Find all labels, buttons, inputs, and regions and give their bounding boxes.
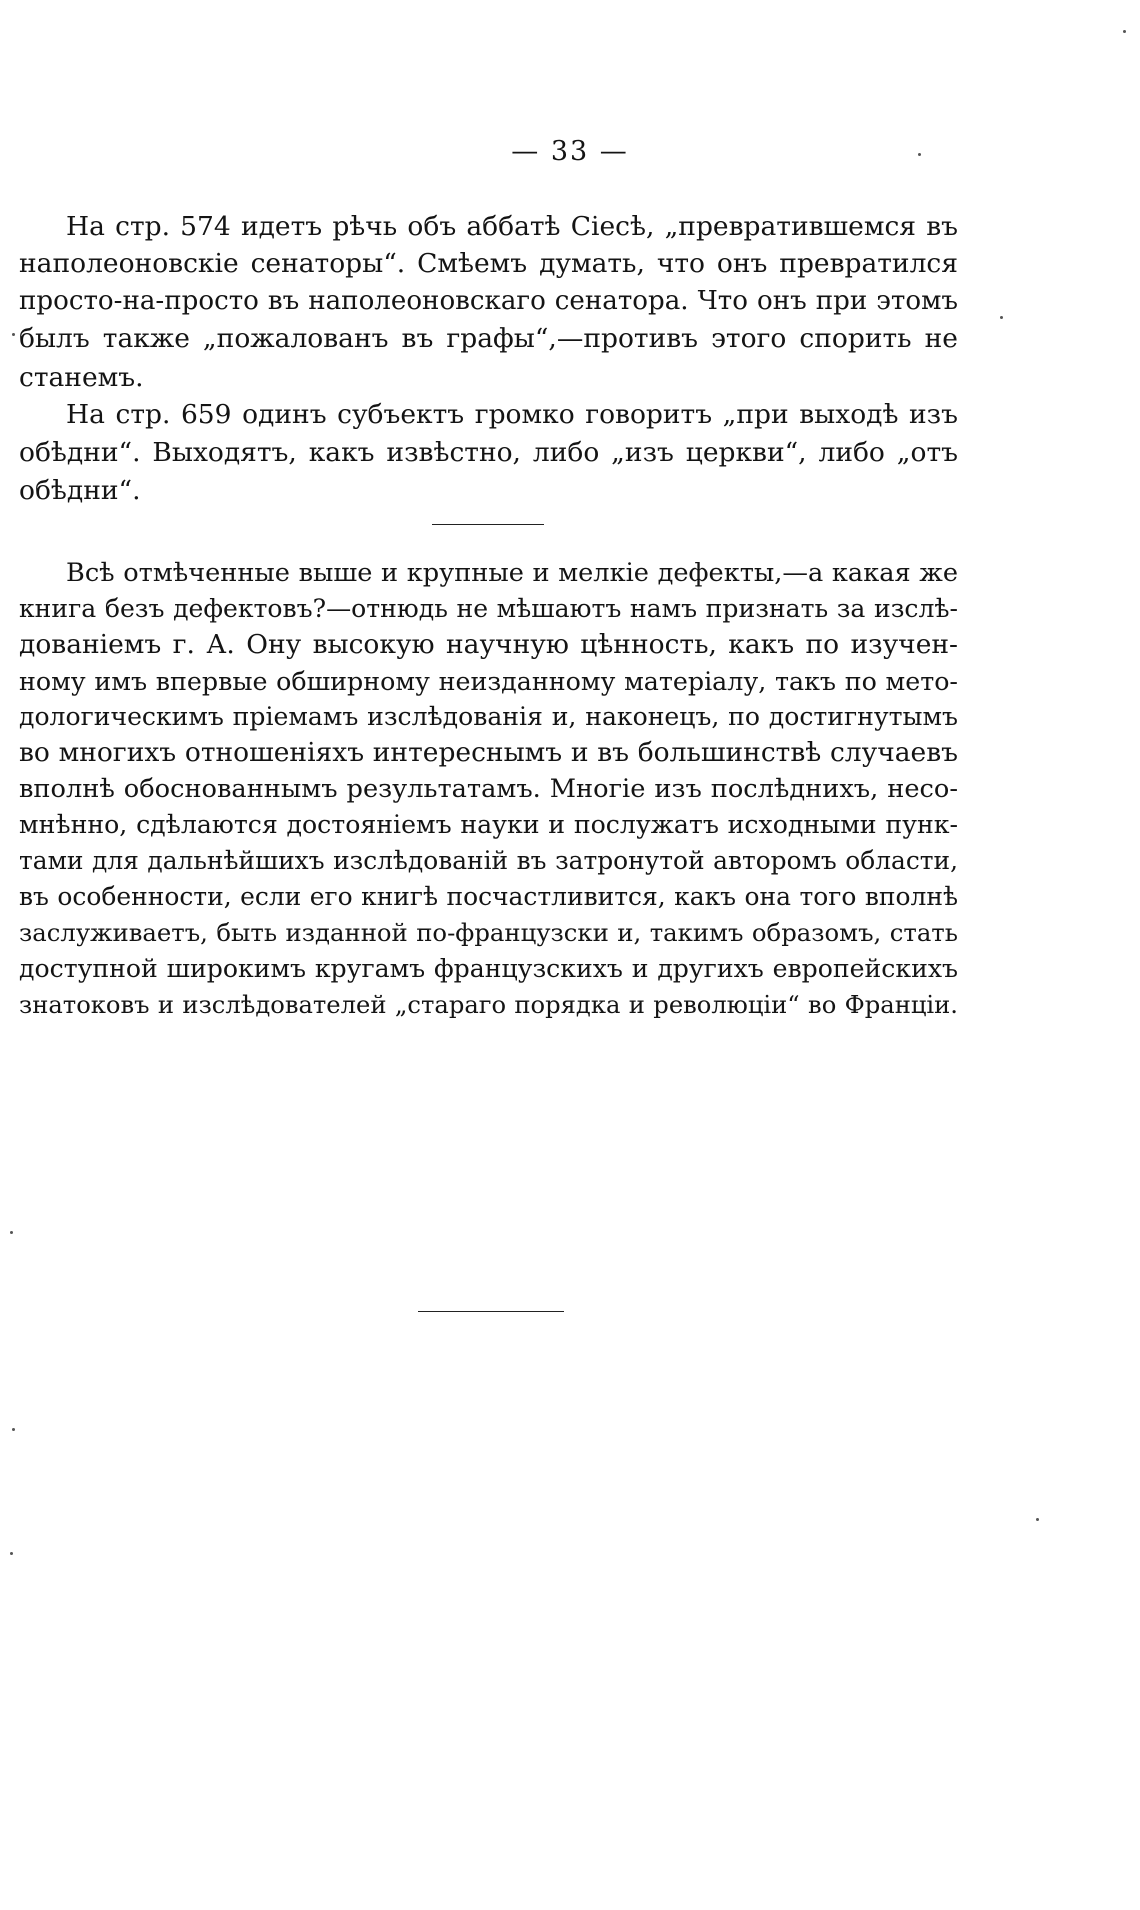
text-line: вполнѣ обоснованнымъ результатамъ. Многіе изъ послѣднихъ, несо- [19, 774, 958, 804]
text-line: наполеоновскіе сенаторы“. Смѣемъ думать, что онъ превратился [19, 248, 958, 279]
scan-speck [12, 1428, 15, 1431]
scan-speck [1036, 1518, 1039, 1521]
scan-speck [1000, 316, 1003, 319]
text-line: На стр. 574 идетъ рѣчь объ аббатѣ Сіесѣ, „превратившемся въ [66, 211, 958, 242]
page-number: — 33 — [511, 136, 629, 167]
scan-speck [918, 153, 921, 156]
scan-speck [1123, 30, 1126, 33]
text-line: обѣдни“. Выходятъ, какъ извѣстно, либо „изъ церкви“, либо „отъ [19, 437, 958, 468]
text-line: дологическимъ пріемамъ изслѣдованія и, наконецъ, по достигнутымъ [19, 702, 958, 731]
scan-speck [10, 1552, 13, 1555]
text-line: книга безъ дефектовъ?—отнюдь не мѣшаютъ намъ признать за изслѣ- [19, 594, 958, 623]
text-line: просто-на-просто въ наполеоновскаго сенатора. Что онъ при этомъ [19, 286, 958, 316]
text-line: знатоковъ и изслѣдователей „стараго порядка и революціи“ во Франціи. [19, 991, 958, 1019]
text-line: доступной широкимъ кругамъ французскихъ и другихъ европейскихъ [19, 954, 958, 983]
text-line: заслуживаетъ, быть изданной по-французски и, такимъ образомъ, стать [19, 918, 958, 947]
end-divider [418, 1311, 564, 1312]
text-line: въ особенности, если его книгѣ посчастливится, какъ она того вполнѣ [19, 882, 958, 911]
text-line: мнѣнно, сдѣлаются достояніемъ науки и послужатъ исходными пунк- [19, 810, 958, 839]
text-line: дованіемъ г. А. Ону высокую научную цѣнность, какъ по изучен- [19, 629, 958, 660]
text-line: обѣдни“. [19, 475, 141, 506]
text-line: тами для дальнѣйшихъ изслѣдованій въ затронутой авторомъ области, [19, 846, 958, 875]
text-line: На стр. 659 одинъ субъектъ громко говоритъ „при выходѣ изъ [66, 399, 958, 430]
text-line: ному имъ впервые обширному неизданному матеріалу, такъ по мето- [19, 666, 958, 696]
text-line: станемъ. [19, 362, 144, 393]
scan-speck [10, 1231, 13, 1234]
text-line: Всѣ отмѣченные выше и крупные и мелкіе дефекты,—а какая же [66, 558, 958, 588]
scan-speck [12, 333, 15, 336]
section-divider [432, 524, 544, 525]
text-line: во многихъ отношеніяхъ интереснымъ и въ большинствѣ случаевъ [19, 737, 958, 768]
text-line: былъ также „пожалованъ въ графы“,—противъ этого спорить не [19, 323, 958, 354]
